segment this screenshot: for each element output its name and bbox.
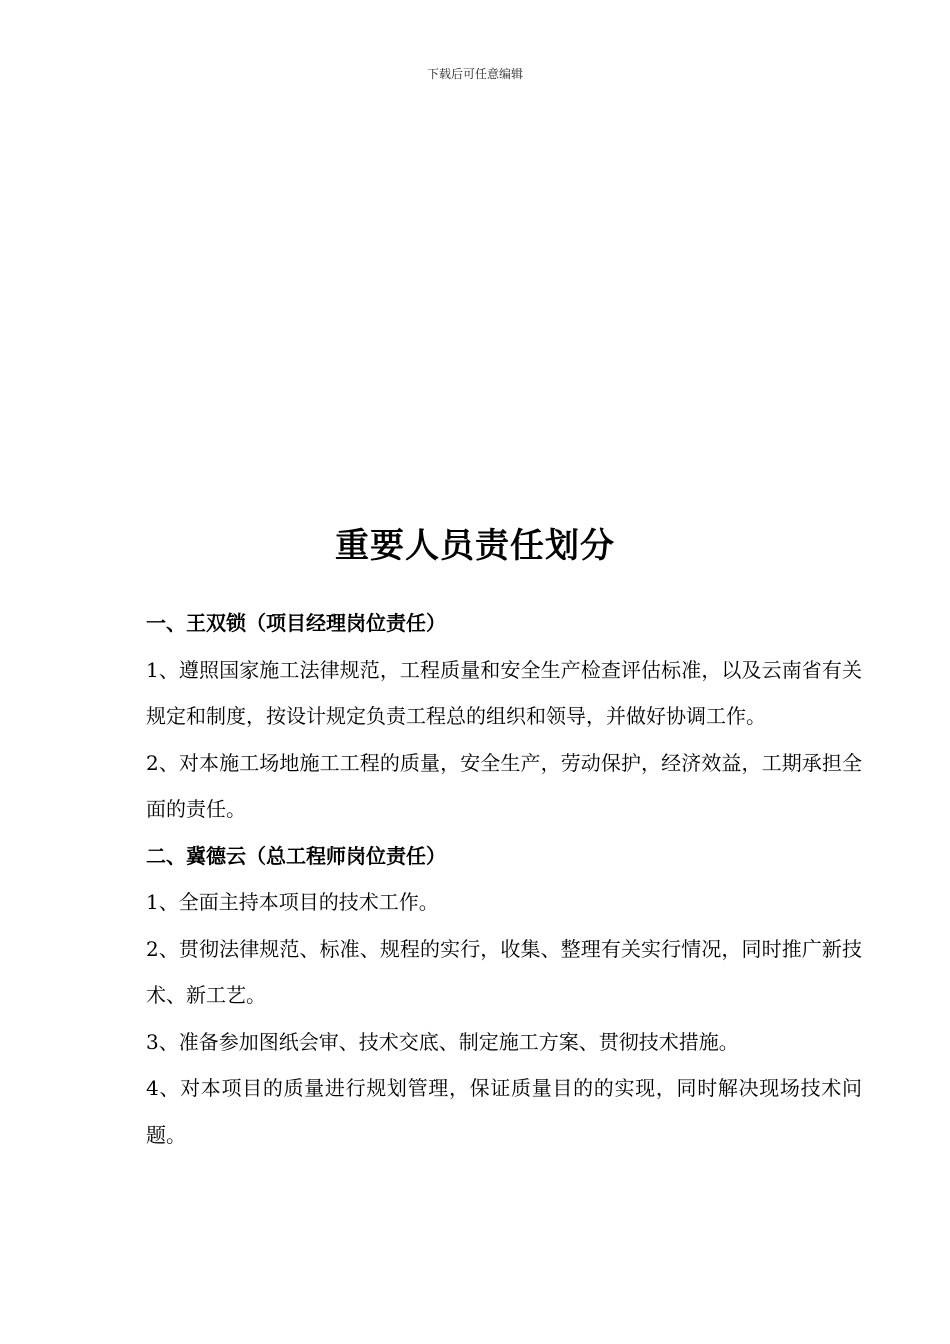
- paragraph: 2、对本施工场地施工工程的质量，安全生产，劳动保护，经济效益，工期承担全面的责任。: [146, 750, 862, 821]
- header-note: 下载后可任意编辑: [426, 67, 523, 81]
- paragraph: 1、全面主持本项目的技术工作。: [146, 890, 439, 914]
- paragraph: 1、遵照国家施工法律规范，工程质量和安全生产检查评估标准，以及云南省有关规定和制度，按设计规定负责工程总的组织和领导，并做好协调工作。: [146, 657, 862, 728]
- paragraph: 4、对本项目的质量进行规划管理，保证质量目的的实现，同时解决现场技术问题。: [146, 1076, 862, 1147]
- document-title: 重要人员责任划分: [335, 526, 615, 566]
- section-heading-chief-engineer: 二、冀德云（总工程师岗位责任）: [146, 843, 446, 868]
- paragraph: 3、准备参加图纸会审、技术交底、制定施工方案、贯彻技术措施。: [146, 1029, 739, 1054]
- section-heading-project-manager: 一、王双锁（项目经理岗位责任）: [146, 611, 446, 635]
- document-body: [146, 600, 862, 1158]
- paragraph: 2、贯彻法律规范、标准、规程的实行，收集、整理有关实行情况，同时推广新技术、新工艺。: [146, 936, 862, 1007]
